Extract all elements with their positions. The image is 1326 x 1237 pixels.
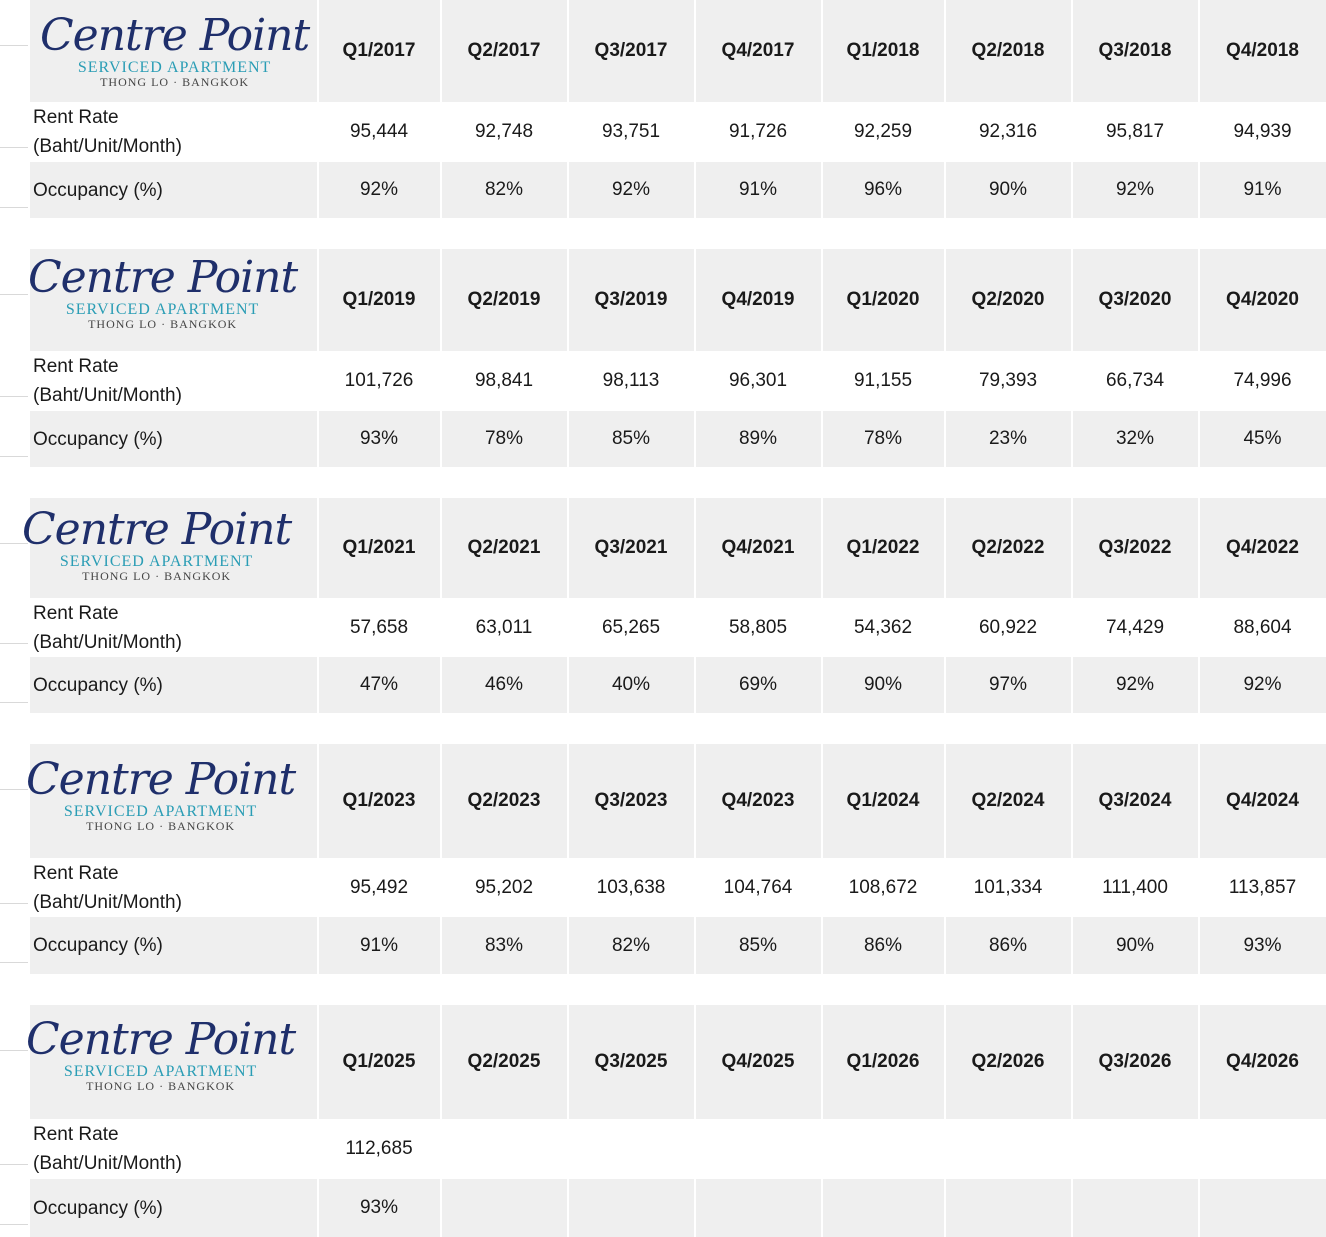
quarter-header: Q2/2024 — [971, 790, 1045, 811]
quarter-header: Q3/2019 — [594, 289, 668, 310]
quarter-header: Q4/2023 — [721, 790, 795, 811]
occupancy-value: 91% — [738, 179, 778, 200]
rent-rate-value — [945, 1119, 1071, 1179]
quarter-header: Q4/2018 — [1226, 40, 1299, 61]
occupancy-value: 40% — [611, 674, 651, 695]
quarter-header: Q3/2017 — [594, 40, 668, 61]
centre-point-logo — [22, 506, 291, 583]
rent-rate-label-line1: Rent Rate — [33, 107, 119, 128]
rent-rate-label-line2: (Baht/Unit/Month) — [33, 891, 182, 913]
occupancy-label-text: Occupancy (%) — [33, 1197, 163, 1219]
rent-rate-value: 95,444 — [349, 121, 409, 142]
rent-rate-value: 93,751 — [601, 121, 661, 142]
rent-rate-value: 108,672 — [848, 876, 918, 898]
row-edge-mark — [0, 147, 28, 148]
quarter-header: Q1/2022 — [846, 537, 920, 558]
quarter-header: Q2/2018 — [971, 40, 1045, 61]
rent-rate-value: 57,658 — [349, 616, 409, 638]
rent-rate-row — [30, 1119, 1326, 1179]
row-edge-mark — [0, 1224, 28, 1225]
quarter-header: Q3/2018 — [1098, 40, 1172, 61]
logo-subtitle: SERVICED APARTMENT — [65, 301, 260, 318]
occupancy-value: 92% — [1115, 674, 1155, 695]
logo-wordmark: Centre Point — [40, 10, 310, 61]
quarter-header: Q1/2026 — [846, 1051, 920, 1072]
rent-rate-value: 54,362 — [853, 616, 913, 638]
centre-point-logo — [26, 1016, 295, 1093]
occupancy-value: 78% — [863, 428, 903, 449]
quarter-header: Q4/2024 — [1226, 790, 1299, 811]
logo-wordmark: Centre Point — [26, 754, 296, 805]
logo-location: THONG LO · BANGKOK — [86, 819, 236, 833]
occupancy-value — [695, 1179, 821, 1237]
rent-rate-label-line2: (Baht/Unit/Month) — [33, 631, 182, 653]
quarter-header: Q3/2020 — [1098, 289, 1172, 310]
occupancy-value: 97% — [988, 674, 1028, 695]
centre-point-logo — [40, 12, 309, 89]
occupancy-row — [30, 917, 1326, 974]
row-edge-mark — [0, 207, 28, 208]
occupancy-row — [30, 411, 1326, 467]
row-edge-mark — [0, 456, 28, 457]
rent-rate-value: 58,805 — [728, 616, 788, 638]
occupancy-value — [1199, 1179, 1326, 1237]
occupancy-value: 69% — [738, 674, 778, 695]
rent-rate-value: 91,155 — [853, 370, 913, 391]
rent-rate-value: 113,857 — [1228, 876, 1297, 898]
centre-point-logo — [26, 756, 295, 833]
rent-rate-value: 98,841 — [474, 370, 534, 391]
rent-rate-label — [33, 351, 182, 411]
occupancy-value: 85% — [611, 428, 651, 449]
quarter-header: Q1/2025 — [342, 1051, 416, 1072]
row-edge-mark — [0, 294, 28, 295]
occupancy-row — [30, 162, 1326, 218]
rent-rate-row — [30, 351, 1326, 411]
rent-rate-label-line1: Rent Rate — [33, 1124, 119, 1145]
rent-rate-value: 104,764 — [723, 876, 793, 898]
occupancy-label — [33, 411, 163, 467]
occupancy-label — [33, 917, 163, 974]
logo-wordmark: Centre Point — [28, 252, 298, 303]
occupancy-value: 45% — [1243, 428, 1282, 449]
occupancy-value: 86% — [863, 934, 903, 956]
rent-rate-label — [33, 1119, 182, 1179]
quarter-header: Q4/2019 — [721, 289, 795, 310]
occupancy-row — [30, 657, 1326, 713]
rent-rate-value: 101,726 — [344, 370, 414, 391]
quarter-header: Q3/2023 — [594, 790, 668, 811]
rent-rate-value: 79,393 — [978, 370, 1038, 391]
rent-rate-value: 92,316 — [978, 121, 1038, 142]
rent-rate-label-line1: Rent Rate — [33, 356, 119, 377]
quarter-header: Q4/2025 — [721, 1051, 795, 1072]
quarter-header: Q1/2024 — [846, 790, 920, 811]
quarter-header: Q2/2021 — [467, 537, 541, 558]
rent-rate-value: 74,429 — [1105, 616, 1165, 638]
logo-location: THONG LO · BANGKOK — [82, 569, 232, 583]
occupancy-value: 92% — [359, 179, 399, 200]
rent-rate-value — [695, 1119, 821, 1179]
rent-rate-value: 91,726 — [728, 121, 788, 142]
quarter-header: Q4/2020 — [1226, 289, 1299, 310]
rent-rate-value — [1072, 1119, 1198, 1179]
row-edge-mark — [0, 903, 28, 904]
occupancy-value: 92% — [611, 179, 651, 200]
logo-subtitle: SERVICED APARTMENT — [77, 59, 272, 76]
rent-rate-value: 60,922 — [978, 616, 1038, 638]
rent-rate-value: 92,748 — [474, 121, 534, 142]
occupancy-value: 32% — [1115, 428, 1155, 449]
rent-rate-value: 103,638 — [596, 876, 666, 898]
occupancy-value: 91% — [359, 934, 399, 956]
quarter-header: Q4/2017 — [721, 40, 795, 61]
occupancy-value: 82% — [611, 934, 651, 956]
logo-location: THONG LO · BANGKOK — [100, 75, 250, 89]
rent-rate-value: 66,734 — [1105, 370, 1165, 391]
logo-location: THONG LO · BANGKOK — [88, 317, 238, 331]
quarter-header: Q2/2017 — [467, 40, 541, 61]
quarter-header: Q1/2023 — [342, 790, 416, 811]
centre-point-logo — [28, 254, 297, 331]
occupancy-value — [568, 1179, 694, 1237]
quarter-header: Q1/2017 — [342, 40, 416, 61]
logo-location: THONG LO · BANGKOK — [86, 1079, 236, 1093]
rent-rate-value — [1199, 1119, 1326, 1179]
rent-rate-row — [30, 102, 1326, 162]
occupancy-value: 86% — [988, 934, 1028, 956]
occupancy-label-text: Occupancy (%) — [33, 935, 163, 956]
occupancy-label-text: Occupancy (%) — [33, 428, 163, 450]
logo-wordmark: Centre Point — [22, 504, 292, 555]
row-edge-mark — [0, 962, 28, 963]
quarter-header: Q1/2019 — [342, 289, 416, 310]
rent-rate-value: 98,113 — [602, 370, 660, 391]
quarter-header: Q2/2023 — [467, 790, 541, 811]
rent-rate-label-line1: Rent Rate — [33, 602, 119, 624]
occupancy-value: 93% — [1243, 934, 1282, 956]
occupancy-value — [1072, 1179, 1198, 1237]
quarter-header: Q1/2021 — [342, 537, 416, 558]
rent-rate-label-line2: (Baht/Unit/Month) — [33, 385, 182, 406]
logo-wordmark: Centre Point — [26, 1014, 296, 1065]
occupancy-value: 83% — [484, 934, 524, 956]
occupancy-value: 92% — [1115, 179, 1155, 200]
occupancy-value — [441, 1179, 567, 1237]
quarter-header: Q4/2022 — [1226, 537, 1299, 558]
quarter-header: Q2/2026 — [971, 1051, 1045, 1072]
rent-rate-value: 111,400 — [1102, 876, 1168, 898]
quarter-header: Q2/2025 — [467, 1051, 541, 1072]
rent-rate-value: 95,202 — [474, 876, 534, 898]
occupancy-value: 85% — [738, 934, 778, 956]
quarter-header: Q4/2026 — [1226, 1051, 1299, 1072]
rent-rate-value: 95,817 — [1105, 121, 1165, 142]
row-edge-mark — [0, 789, 28, 790]
rent-rate-row — [30, 598, 1326, 657]
rent-rate-value: 95,492 — [349, 876, 409, 898]
occupancy-value — [822, 1179, 944, 1237]
rent-rate-value: 74,996 — [1233, 370, 1292, 391]
rent-rate-value: 88,604 — [1233, 616, 1292, 638]
rent-rate-value: 92,259 — [853, 121, 913, 142]
row-edge-mark — [0, 396, 28, 397]
row-edge-mark — [0, 1164, 28, 1165]
occupancy-value: 93% — [359, 428, 399, 449]
rent-rate-value: 63,011 — [475, 616, 533, 638]
occupancy-label-text: Occupancy (%) — [33, 674, 163, 696]
rent-rate-value: 94,939 — [1233, 121, 1292, 142]
occupancy-value: 91% — [1243, 179, 1282, 200]
occupancy-value: 96% — [863, 179, 903, 200]
logo-subtitle: SERVICED APARTMENT — [63, 803, 258, 820]
rent-rate-label-line2: (Baht/Unit/Month) — [33, 1153, 182, 1174]
occupancy-value: 23% — [988, 428, 1028, 449]
occupancy-value — [945, 1179, 1071, 1237]
quarter-header: Q1/2020 — [846, 289, 920, 310]
occupancy-value: 93% — [359, 1197, 399, 1218]
row-edge-mark — [0, 1050, 28, 1051]
occupancy-label — [33, 657, 163, 713]
rent-rate-label — [33, 598, 182, 657]
rent-rate-value — [568, 1119, 694, 1179]
rent-rate-label — [33, 858, 182, 917]
rent-rate-value: 65,265 — [601, 616, 661, 638]
occupancy-value: 90% — [988, 179, 1028, 200]
occupancy-value: 92% — [1243, 674, 1282, 695]
occupancy-value: 90% — [863, 674, 903, 695]
rent-rate-value — [441, 1119, 567, 1179]
quarter-header: Q3/2025 — [594, 1051, 668, 1072]
quarter-header: Q2/2022 — [971, 537, 1045, 558]
rent-rate-label — [33, 102, 182, 162]
occupancy-label — [33, 162, 163, 218]
quarter-header: Q4/2021 — [721, 537, 795, 558]
rent-rate-label-line2: (Baht/Unit/Month) — [33, 136, 182, 157]
quarter-header: Q3/2024 — [1098, 790, 1172, 811]
occupancy-value: 47% — [359, 674, 399, 695]
rent-rate-row — [30, 858, 1326, 917]
occupancy-value: 82% — [484, 179, 524, 200]
quarter-header: Q3/2026 — [1098, 1051, 1172, 1072]
row-edge-mark — [0, 45, 28, 46]
occupancy-value: 89% — [738, 428, 778, 449]
quarter-header: Q1/2018 — [846, 40, 920, 61]
quarter-header: Q3/2021 — [594, 537, 668, 558]
occupancy-value: 90% — [1115, 934, 1155, 956]
row-edge-mark — [0, 702, 28, 703]
row-edge-mark — [0, 643, 28, 644]
logo-subtitle: SERVICED APARTMENT — [59, 553, 254, 570]
quarter-header: Q3/2022 — [1098, 537, 1172, 558]
rent-rate-label-line1: Rent Rate — [33, 862, 119, 884]
rent-rate-value — [822, 1119, 944, 1179]
occupancy-label — [33, 1179, 163, 1237]
quarter-header: Q2/2020 — [971, 289, 1045, 310]
rent-rate-value: 96,301 — [728, 370, 788, 391]
occupancy-value: 46% — [484, 674, 524, 695]
occupancy-row — [30, 1179, 1326, 1237]
occupancy-value: 78% — [484, 428, 524, 449]
quarter-header: Q2/2019 — [467, 289, 541, 310]
logo-subtitle: SERVICED APARTMENT — [63, 1063, 258, 1080]
rent-rate-value: 112,685 — [345, 1138, 413, 1159]
rent-rate-value: 101,334 — [973, 876, 1043, 898]
occupancy-label-text: Occupancy (%) — [33, 179, 163, 201]
